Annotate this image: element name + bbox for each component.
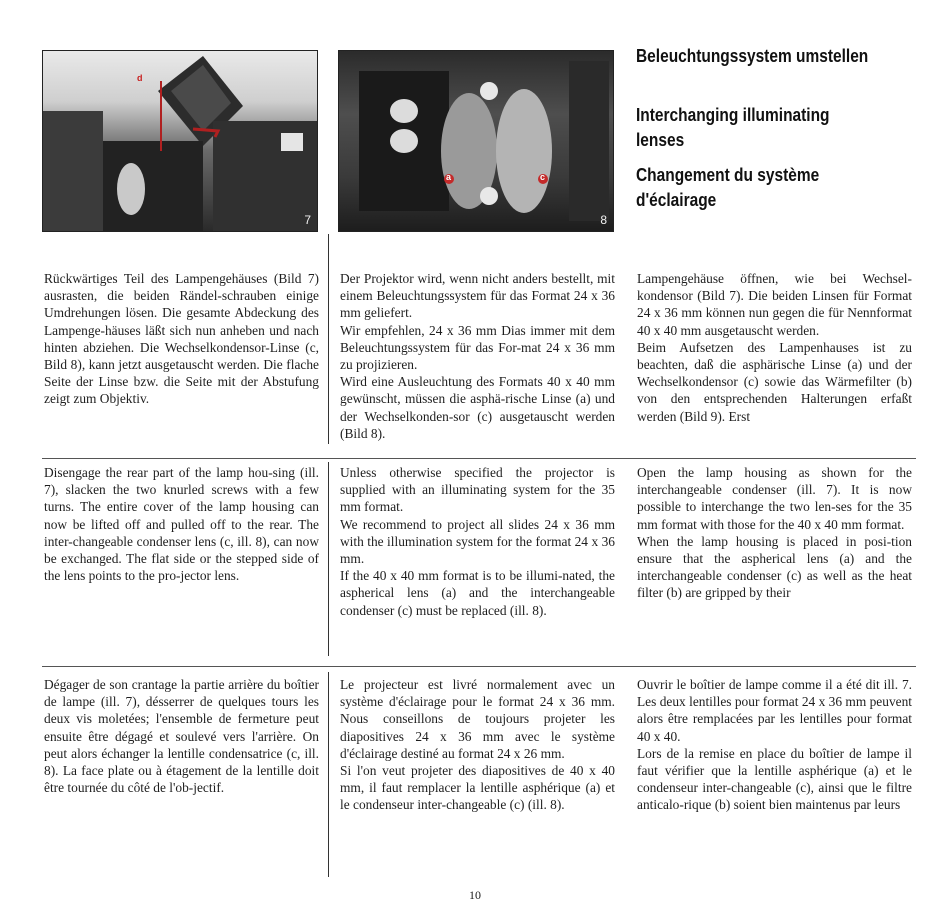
heading-german: Beleuchtungssystem umstellen bbox=[636, 46, 869, 66]
figure-7-label-d: d bbox=[137, 73, 143, 83]
figure-8-photo bbox=[338, 50, 614, 232]
column-divider bbox=[328, 234, 329, 444]
french-text-col3: Ouvrir le boîtier de lampe comme il a été dit ill. 7. Les deux lentilles pour format 24 x 36 mm peuvent alors être remplacées par les lentilles pour format 40 x 40. Lors de la remise en place du boîtier de lampe il faut vérifier que la lentille asphérique (a) et le condenseur inter-changeable (c), ainsi que le filtre anticalo-rique (b) soient bien maintenus par leurs bbox=[637, 677, 912, 813]
german-text-col1: Rückwärtiges Teil des Lampengehäuses (Bild 7) ausrasten, die beiden Rändel-schrauben einige Umdrehungen lösen. Die gesamte Abdeckung des Lampenge-häuses läßt sich nun anheben und nach hinten abziehen. Die Wechselkondensor-Linse (c, Bild 8), kann jetzt ausgetauscht werden. Die flache Seite der Linse bzw. die Seite mit der Abstufung zeigt zum Objektiv. bbox=[44, 271, 319, 407]
english-text-col2: Unless otherwise specified the projector is supplied with an illuminating system for the 35 mm format. We recommend to project all slides 24 x 36 mm with the illumination system for the format 24 x 36 mm. If the 40 x 40 mm format is to be illumi-nated, the aspherical lens (a) and the interchangeable condenser (c) must be replaced (ill. 8). bbox=[340, 465, 615, 618]
heading-english: Interchanging illuminating lenses bbox=[636, 105, 830, 150]
heading-french: Changement du système d'éclairage bbox=[636, 165, 820, 210]
french-text-col1: Dégager de son crantage la partie arrière du boîtier de lampe (ill. 7), désserrer de quelques tours les deux vis moletées; l'ensemble de fermeture peut ensuite être dégagé et soulevé vers l'arrière. On peut alors échanger la lentille condensatrice (c, ill. 8). La face plate ou à étagement de la lentille doit être tournée du côté de l'ob-jectif. bbox=[44, 677, 319, 796]
column-divider bbox=[328, 462, 329, 656]
figure-8-number: 8 bbox=[600, 213, 607, 227]
french-text-col2: Le projecteur est livré normalement avec un système d'éclairage pour le format 24 x 36 mm. Nous conseillons de toujours projeter les diapositives 24 x 36 mm avec le système d'éclairage destiné au format 24 x 26 mm. Si l'on veut projeter des diapositives de 40 x 40 mm, il faut remplacer la lentille asphérique (a) et le condenseur inter-changeable (c) (ill. 8). bbox=[340, 677, 615, 813]
section-divider bbox=[42, 458, 916, 459]
lamp-housing-illustration bbox=[43, 51, 317, 231]
section-divider bbox=[42, 666, 916, 667]
german-text-col3: Lampengehäuse öffnen, wie bei Wechsel-kondensor (Bild 7). Die beiden Linsen für Format 24 x 36 mm können nun gegen die für Nennformat 40 x 40 mm ausgetauscht werden. Beim Aufsetzen des Lampenhauses ist zu beachten, daß die asphärische Linse (a) und der Wechselkondensor (c) sowie das Wärmefilter (b) von den entsprechenden Halterungen erfaßt werden (Bild 9). Erst bbox=[637, 271, 912, 424]
figure-7-number: 7 bbox=[304, 213, 311, 227]
lens-system-illustration bbox=[339, 51, 613, 231]
figure-7-photo bbox=[42, 50, 318, 232]
page-number: 10 bbox=[469, 888, 481, 902]
german-text-col2: Der Projektor wird, wenn nicht anders bestellt, mit einem Beleuchtungssystem für das Format 24 x 36 mm geliefert. Wir empfehlen, 24 x 36 mm Dias immer mit dem Beleuchtungssystem für das For-mat 24 x 36 mm zu projizieren. Wird eine Ausleuchtung des Formats 40 x 40 mm gewünscht, müssen die asphä-rische Linse (a) und der Wechselkonden-sor (c) ausgetauscht werden (Bild 8). bbox=[340, 271, 615, 441]
figure-8-label-a: a bbox=[446, 172, 452, 182]
english-text-col1: Disengage the rear part of the lamp hou-sing (ill. 7), slacken the two knurled screws with a few turns. The entire cover of the lamp housing can now be lifted off and pulled off to the rear. The inter-changeable condenser lens (c, ill. 8), can now be exchanged. The flat side or the stepped side of the lens points to the pro-jector lens. bbox=[44, 465, 319, 584]
figure-8-label-c: c bbox=[540, 172, 546, 182]
english-text-col3: Open the lamp housing as shown for the interchangeable condenser (ill. 7). It is now possible to interchange the two len-ses for the 35 mm format with those for the 40 x 40 mm format. When the lamp housing is placed in posi-tion ensure that the aspherical lens (a) and the interchangeable condenser (c) as well as the heat filter (b) are gripped by their bbox=[637, 465, 912, 601]
column-divider bbox=[328, 672, 329, 877]
